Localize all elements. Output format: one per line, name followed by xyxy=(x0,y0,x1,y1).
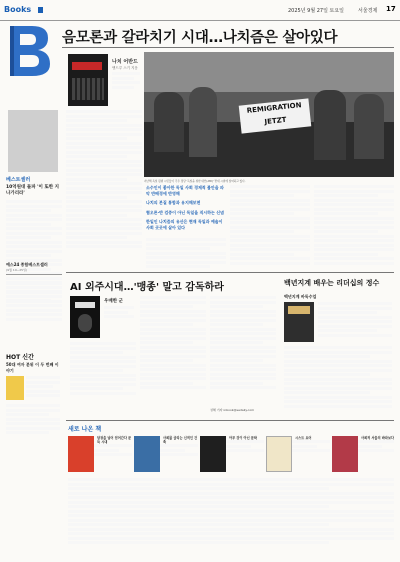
side-book-cover xyxy=(284,302,314,342)
new-book-item xyxy=(68,436,132,472)
protest-sign: REMIGRATION JETZT xyxy=(239,98,312,133)
side-headline: 백년지계 배우는 리더십의 정수 xyxy=(284,279,380,287)
newbooks-rule xyxy=(66,420,394,421)
bestseller-chart xyxy=(6,262,62,322)
new-book-cover xyxy=(266,436,292,472)
pull-quote: 혐오론·반 검증이 아닌 독일을 직시하는 신념 xyxy=(146,209,225,215)
sidebar-subtitle: 10억원대 돌파 '이 또한 지나가리라' xyxy=(6,185,60,196)
new-book-cover xyxy=(332,436,358,472)
lead-body xyxy=(66,110,142,250)
new-book-title: 아무 것이 아닌 문학 xyxy=(229,436,257,440)
new-book-cover xyxy=(200,436,226,472)
hot-new-title: 50대 여자 분위 이 두 번째 이야기 xyxy=(6,362,59,373)
lead-body-2 xyxy=(146,238,226,270)
new-book-cover xyxy=(134,436,160,472)
pull-quotes xyxy=(146,185,226,230)
date-line: 2025년 9월 27일 토요일 xyxy=(288,8,345,14)
new-book-title: 담장을 넘어 얻어간다 문득 시대 xyxy=(97,436,132,445)
books-b-logo xyxy=(8,24,52,78)
chart-title: 예스24 종합베스트셀러 xyxy=(6,262,48,267)
lead-book-meta: 앤드루 스기 지음 xyxy=(112,66,138,70)
sidebar-photo xyxy=(8,110,58,172)
hot-book-cover xyxy=(6,376,24,400)
lead-book-cover xyxy=(68,54,108,106)
new-book-item xyxy=(134,436,198,472)
chart-date: (9월 19~25일) xyxy=(6,268,28,272)
masthead xyxy=(0,0,400,21)
pull-quote: 한일인 나치즘의 유산은 현재 독일과 예술이 사회 곳곳에 살아 있다 xyxy=(146,219,223,230)
pull-quote: 소수인이 좋아한 독일 사회 경제적 불안을 파악 반배경에 반영해 xyxy=(146,185,224,196)
side-book-label: 백년지계 바둑수업 xyxy=(284,294,317,299)
second-body-2 xyxy=(140,296,206,391)
new-book-item xyxy=(200,436,264,472)
new-book-item xyxy=(266,436,330,472)
sidebar-title: 베스트셀러 xyxy=(6,177,31,183)
new-book-cover xyxy=(68,436,94,472)
lead-photo-caption: 지난해 독일 뮌헨 시민들이 극우 정당 '독일을 위한 대안(AfD)' 반대 시위에 참여하고 있다. xyxy=(144,180,246,183)
new-book-title: 사회를 굴리는 신적인 건축 xyxy=(163,436,198,445)
second-body xyxy=(70,342,136,396)
pull-quote: 나치의 본질 통합과 유지해보면 xyxy=(146,200,201,205)
new-book-title: 사회적 서울의 바라보다 xyxy=(361,436,395,440)
hot-new-label: HOT 신간 xyxy=(6,354,34,361)
section-logo: Books xyxy=(4,5,32,14)
lead-body-3 xyxy=(230,185,310,266)
second-headline: AI 외주시대…'맹종' 말고 감독하라 xyxy=(70,282,224,293)
side-body xyxy=(284,346,392,409)
new-book-title: 시스트 요어 xyxy=(295,436,312,440)
new-books-label: 새로 나온 책 xyxy=(68,426,102,433)
byline: 성해 기자 inbook@sedaily.com xyxy=(210,408,255,412)
second-book-label: 우매한 군 xyxy=(104,299,123,304)
new-book-item xyxy=(332,436,394,472)
second-book-cover xyxy=(70,296,100,338)
lead-book-label: 나치 어반드 xyxy=(112,59,138,65)
headline-rule xyxy=(62,47,394,48)
lead-photo xyxy=(144,52,394,177)
lead-headline: 음모론과 갈라치기 시대…나치즘은 살아있다 xyxy=(62,30,338,46)
book-icon xyxy=(38,7,43,13)
lead-body-4 xyxy=(314,185,394,266)
paper-name: 서울경제 xyxy=(358,8,378,14)
section-rule xyxy=(66,272,394,273)
second-body-3 xyxy=(210,296,276,391)
page-number: 17 xyxy=(386,5,396,13)
